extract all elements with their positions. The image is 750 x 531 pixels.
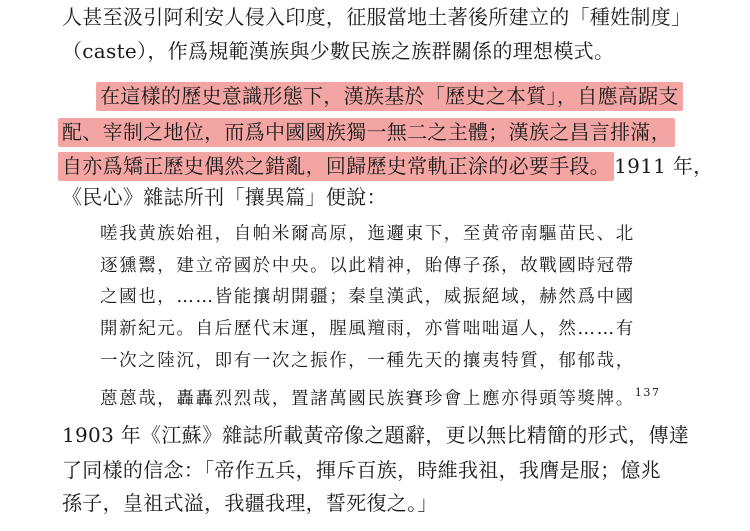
highlight-span: 自亦爲矯正歷史偶然之錯亂，回歸歷史常軌正涂的必要手段。 <box>58 152 614 181</box>
paragraph-3-line-3: 孫子，皇祖式溢，我疆我理，誓死復之。」 <box>62 491 438 515</box>
footnote-marker: 137 <box>634 386 661 399</box>
quote-line-5: 一次之陸沉，即有一次之振作，一種先天的攘夷特質，郁郁哉， <box>100 351 635 371</box>
quote-line-2: 逐獯鬻，建立帝國於中央。以此精神，貽傳子孫，故戰國時冠帶 <box>100 256 635 276</box>
paragraph-2-line-1 <box>100 81 683 111</box>
quote-line-6 <box>100 378 661 414</box>
paragraph-3-line-2: 了同樣的信念：「帝作五兵，揮斥百族，時維我祖，我膺是服；億兆 <box>62 458 661 482</box>
highlight-span: 在這樣的歷史意識形態下，漢族基於「歷史之本質」，自應高踞支 <box>96 82 683 111</box>
paragraph-2-line-4: 《民心》雜誌所刊「攘異篇」便說： <box>62 185 387 209</box>
paragraph-1-line-1: 人甚至汲引阿利安人侵入印度，征服當地土著後所建立的「種姓制度」 <box>62 5 692 29</box>
quote-line-6-text: 蒽蒽哉，轟轟烈烈哉，置諸萬國民族賽珍會上應亦得頭等獎牌。 <box>100 389 635 409</box>
paragraph-3-line-1: 1903 年《江蘇》雜誌所載黃帝像之題辭，更以無比精簡的形式，傳達 <box>62 423 690 447</box>
paragraph-2-line-2 <box>62 117 675 147</box>
paragraph-2-line-3 <box>62 151 713 181</box>
quote-line-3: 之國也，……皆能攘胡開疆；秦皇漢武，威振絕域，赫然爲中國 <box>100 287 635 307</box>
quote-line-4: 開新紀元。自后歷代末運，腥風羶雨，亦嘗咄咄逼人，然……有 <box>100 319 635 339</box>
quote-line-1: 嗟我黄族始祖，自帕米爾高原，迤邐東下，至黄帝南驅苗民、北 <box>100 224 635 244</box>
year-text: 1911 年， <box>614 154 714 178</box>
highlight-span: 配、宰制之地位，而爲中國國族獨一無二之主體；漢族之昌言排滿， <box>58 118 675 147</box>
paragraph-1-line-2: （caste），作爲規範漢族與少數民族之族群關係的理想模式。 <box>62 39 615 63</box>
